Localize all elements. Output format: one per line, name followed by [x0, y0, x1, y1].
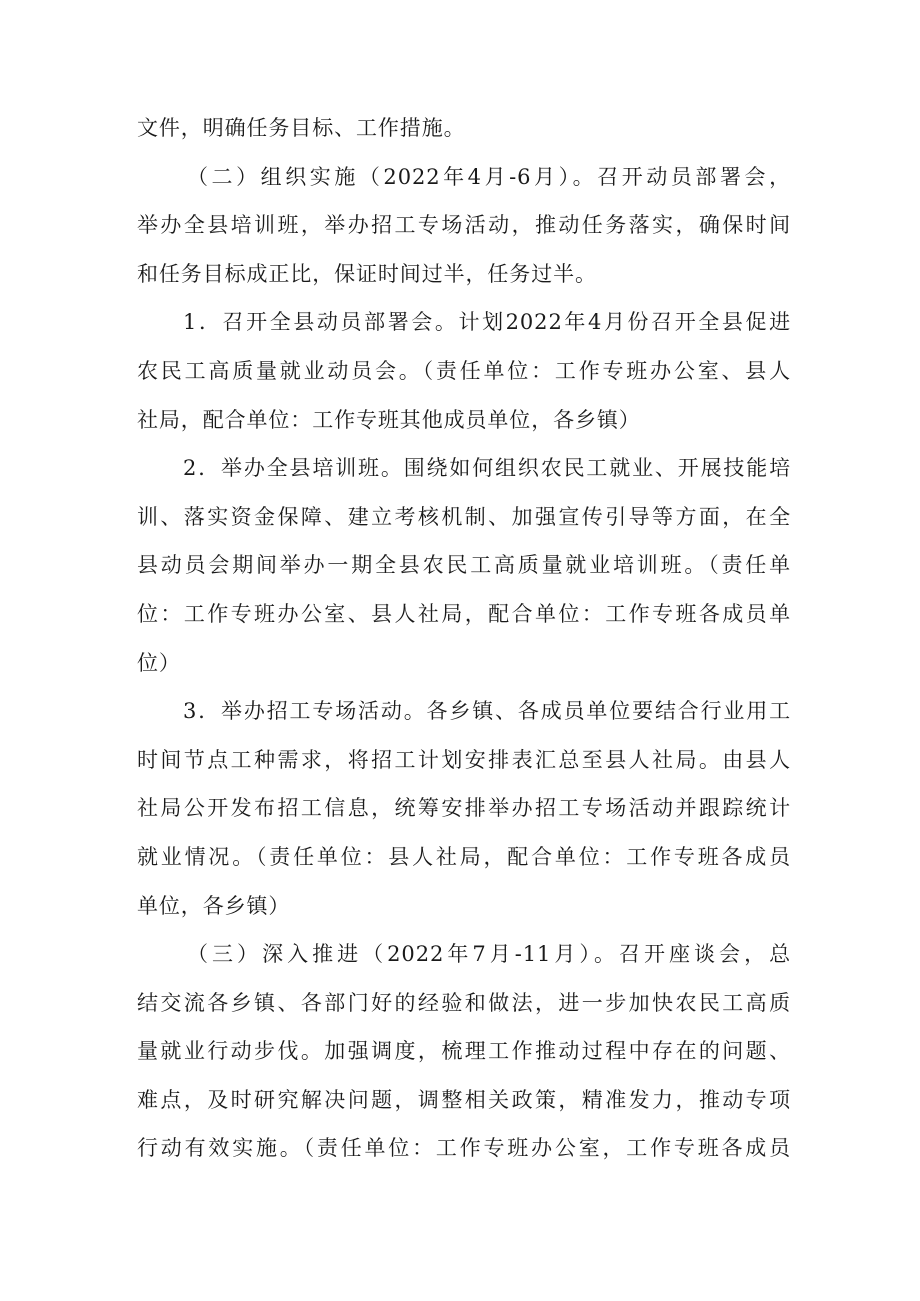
text-line: 量就业行动步伐。加强调度，梳理工作推动过程中存在的问题、: [137, 1039, 791, 1064]
numbered-item-line: 3．举办招工专场活动。各乡镇、各成员单位要结合行业用工: [183, 699, 791, 724]
text-line: 训、落实资金保障、建立考核机制、加强宣传引导等方面，在全: [137, 504, 791, 529]
text-line: 位）: [137, 650, 181, 675]
section-heading-line: （三）深入推进（2022年7月-11月）。召开座谈会，总: [187, 942, 791, 967]
text-line: 举办全县培训班，举办招工专场活动，推动任务落实，确保时间: [137, 213, 791, 238]
text-line: 和任务目标成正比，保证时间过半，任务过半。: [137, 261, 597, 286]
text-line: 农民工高质量就业动员会。（责任单位：工作专班办公室、县人: [137, 358, 791, 383]
text-line: 时间节点工种需求，将招工计划安排表汇总至县人社局。由县人: [137, 747, 791, 772]
text-line: 结交流各乡镇、各部门好的经验和做法，进一步加快农民工高质: [137, 990, 791, 1015]
text-line: 难点，及时研究解决问题，调整相关政策，精准发力，推动专项: [137, 1087, 791, 1112]
numbered-item-line: 1．召开全县动员部署会。计划2022年4月份召开全县促进: [183, 310, 791, 335]
text-line: 社局，配合单位：工作专班其他成员单位，各乡镇）: [137, 407, 641, 432]
text-line: 县动员会期间举办一期全县农民工高质量就业培训班。（责任单: [137, 553, 791, 578]
numbered-item-line: 2．举办全县培训班。围绕如何组织农民工就业、开展技能培: [183, 456, 791, 481]
section-heading-line: （二）组织实施（2022年4月-6月）。召开动员部署会，: [187, 164, 791, 189]
text-line: 行动有效实施。（责任单位：工作专班办公室，工作专班各成员: [137, 1136, 791, 1161]
text-line: 位：工作专班办公室、县人社局，配合单位：工作专班各成员单: [137, 601, 791, 626]
text-line: 社局公开发布招工信息，统筹安排举办招工专场活动并跟踪统计: [137, 796, 791, 821]
text-line: 文件，明确任务目标、工作措施。: [137, 116, 466, 140]
document-body: [137, 104, 791, 1173]
text-line: 单位，各乡镇）: [137, 893, 291, 918]
text-line: 就业情况。（责任单位：县人社局，配合单位：工作专班各成员: [137, 844, 791, 869]
